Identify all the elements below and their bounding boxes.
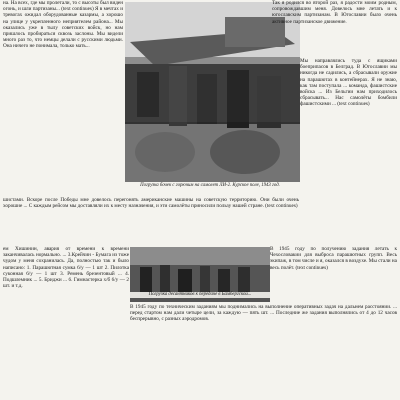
article-column-right-lower [270,246,397,304]
caption-photo-bottom: Погрузка десантников к передаче в Бамбергской... [130,292,270,298]
article-text: на. На всех, где мы пролетали, то с высоты был виден огонь, и шли партизаны... (text continues) Я в мечтах и тревогах ожидал оборудованные казармы, а хорошо на улице у укрепленного неприятелем района... Мы оказались уже в тылу советских войск, но нам пришлось пробираться сквозь заслоны. Мы видели много раз то, что немцы делали с русскими людьми. Она ничего не понимала, только мать... [3,0,123,50]
article-column-right-mid [300,58,397,246]
article-column-right-bottom [130,304,397,400]
article-text: В 1945 году по техническим заданиям мы поднимались на выполнение оперативных задач на дальнем расстоянии. ... перед стартом нам дали четыре цели, за каждую — пять шт. ... Последние же задания выполнялись от 4 до 12 часов беспрерывно, с разных аэродромов. [130,304,397,323]
article-text: Так я родился во второй раз, я радости моим родным, сопровождавшим меня. Довелось мне летать и к югославским партизанам. В Югославии было очень активное партизанское движение. [272,0,397,25]
article-text: шистами. Вскоре после Победы мне довелось перегонять американские машины на советскую территорию. Они были очень хорошие ... С каждым рейсом мы доставляли их к месту назначения, и эти самолёты приносили пользу нашей стране. (text continues) [3,197,299,210]
article-text: Мы направлялись туда с ящиками боеприпасов в Белград. В Югославии мы никогда не садились, а сбрасывали оружие на парашютах в контейнерах. Я не знаю, как там поступала ... команда, фашистские войска ... Из Бельгии нам приходилось сбрасывать... Нас самолёты бомбили фашистскими ... (text continues) [300,58,397,108]
article-text: ем Хишинин, авария от времени к времени заканчивалась нормально. ... 3.Крейчин - Бумага из тоже чудом у меня сохранилась. Да, полностью так и было написано: 1. Парашютная сумка 6/у — 1 шт 2. Пилотка суконная 6/у — 1 шт 3. Ремень брезентовый ... 4. Подшлемник ... 5. Бриджи ... 6. Гимнастерка х/б 6/у — 2 шт. и т.д. [3,246,129,290]
article-column-right-top [272,0,397,60]
article-column-left-top [3,0,123,195]
article-column-middle [3,197,299,245]
article-column-left-bottom [3,246,129,400]
article-text: В 1945 году по получению задания летать к Чехословакии для выброса парашютных групп. Весь экипаж, в том числе и я, оказался в воздухе. Мы стали на весь полёт. (text continues) [270,246,397,271]
caption-photo-top: Погрузка бочек с горючим на самолет ЛИ-2. Курское поле, 1943 год. [140,183,280,188]
